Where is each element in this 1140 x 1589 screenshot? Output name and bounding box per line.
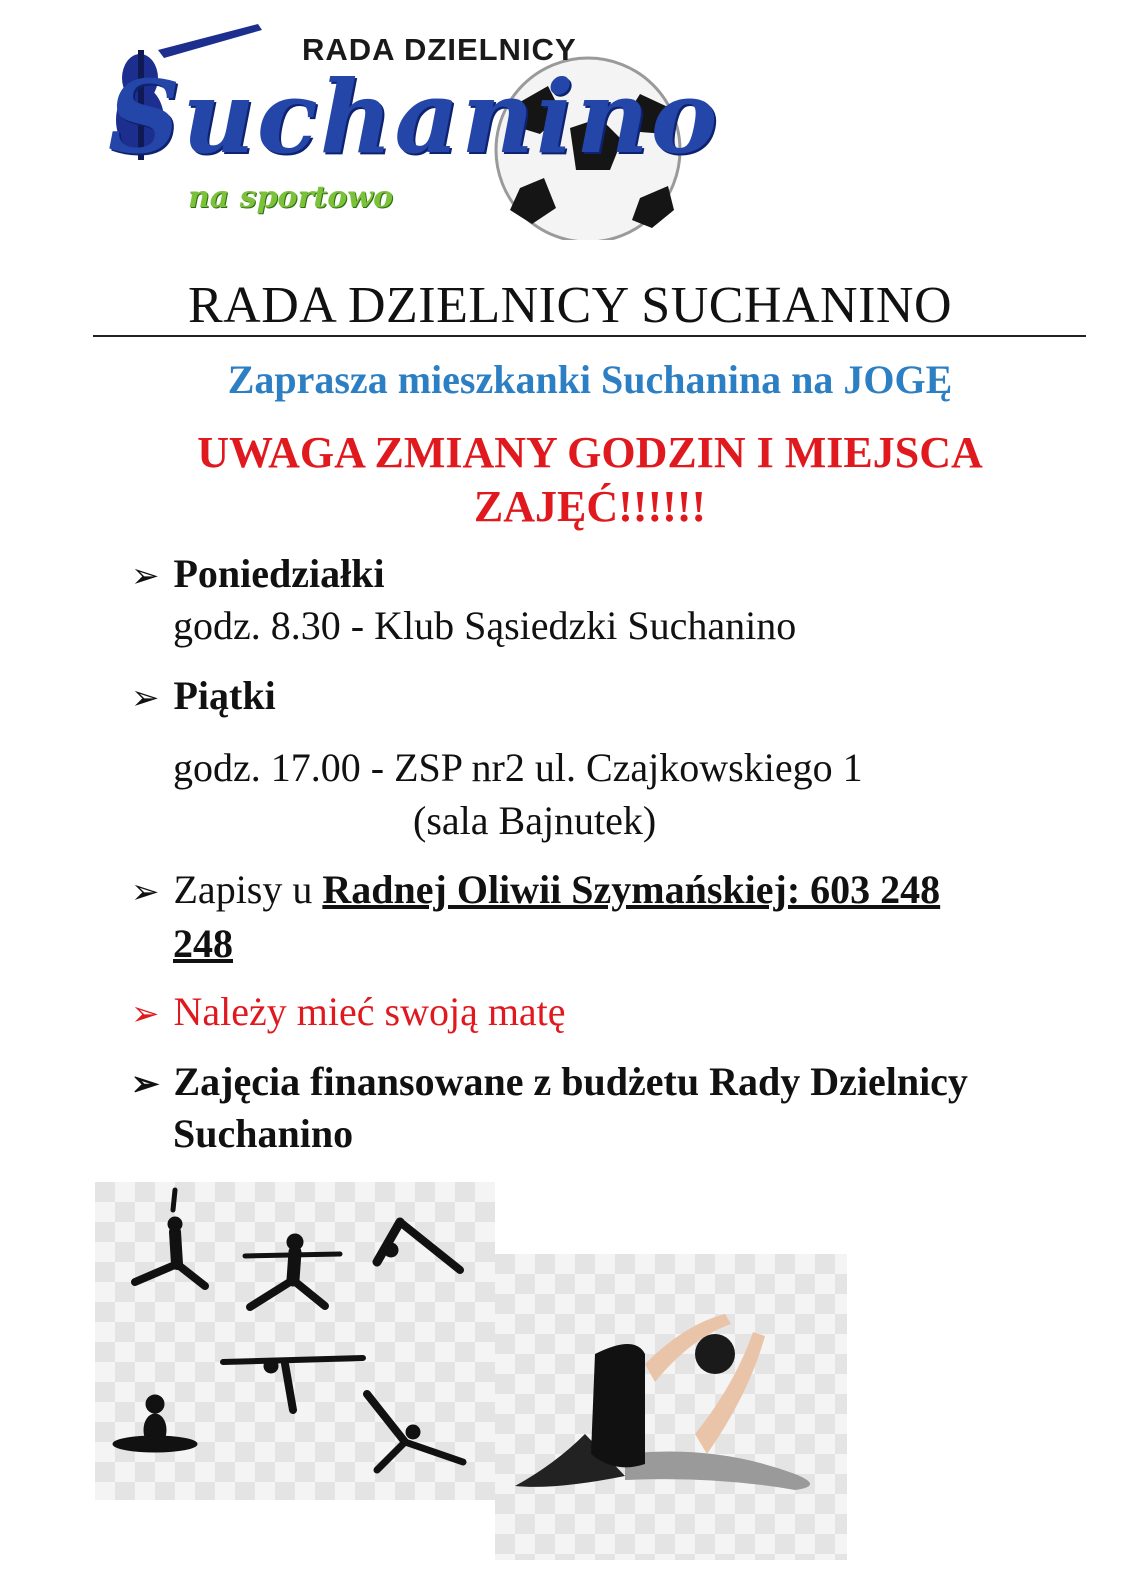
signup-contact-cont [173, 918, 233, 970]
warning-text [0, 426, 1140, 534]
monday-detail: godz. 8.30 - Klub Sąsiedzki Suchanino [173, 603, 797, 648]
list-item-friday [131, 670, 276, 725]
bullet-arrow-icon: ➢ [131, 1066, 160, 1103]
invitation-text: Zaprasza mieszkanki Suchanina na JOGĘ [227, 357, 953, 402]
bullet-arrow-icon: ➢ [131, 680, 160, 717]
funding-note-cont: Suchanino [173, 1111, 354, 1156]
signup-prefix: Zapisy u [173, 867, 323, 912]
yoga-poses-image [95, 1182, 495, 1500]
list-item-funding [131, 1056, 968, 1111]
list-item-monday [131, 548, 385, 603]
warning-line: UWAGA ZMIANY GODZIN I MIEJSCA ZAJĘĆ!!!!!! [197, 428, 983, 531]
signup-contact: Radnej Oliwii Szymańskiej: 603 248 [322, 867, 941, 912]
mat-note: Należy mieć swoją matę [173, 989, 566, 1034]
list-item-signup [131, 864, 940, 919]
signup-contact-line2: 248 [173, 921, 233, 966]
title-divider [93, 335, 1086, 337]
funding-note: Zajęcia finansowane z budżetu Rady Dzielnicy [173, 1059, 968, 1104]
page-title: RADA DZIELNICY SUCHANINO [187, 277, 953, 334]
yoga-woman-image [495, 1254, 847, 1560]
friday-label: Piątki [173, 673, 276, 718]
bullet-arrow-icon: ➢ [131, 558, 160, 595]
friday-detail: godz. 17.00 - ZSP nr2 ul. Czajkowskiego 1 [173, 745, 863, 790]
logo-top-text: RADA DZIELNICY [302, 32, 577, 67]
list-item-mat [131, 986, 566, 1041]
logo-subtitle: na sportowo [188, 180, 394, 215]
friday-room: (sala Bajnutek) [413, 798, 657, 843]
monday-label: Poniedziałki [173, 551, 385, 596]
logo-script-text: Suchanino [108, 58, 720, 176]
bullet-arrow-icon: ➢ [131, 874, 160, 911]
bullet-arrow-icon: ➢ [131, 996, 160, 1033]
